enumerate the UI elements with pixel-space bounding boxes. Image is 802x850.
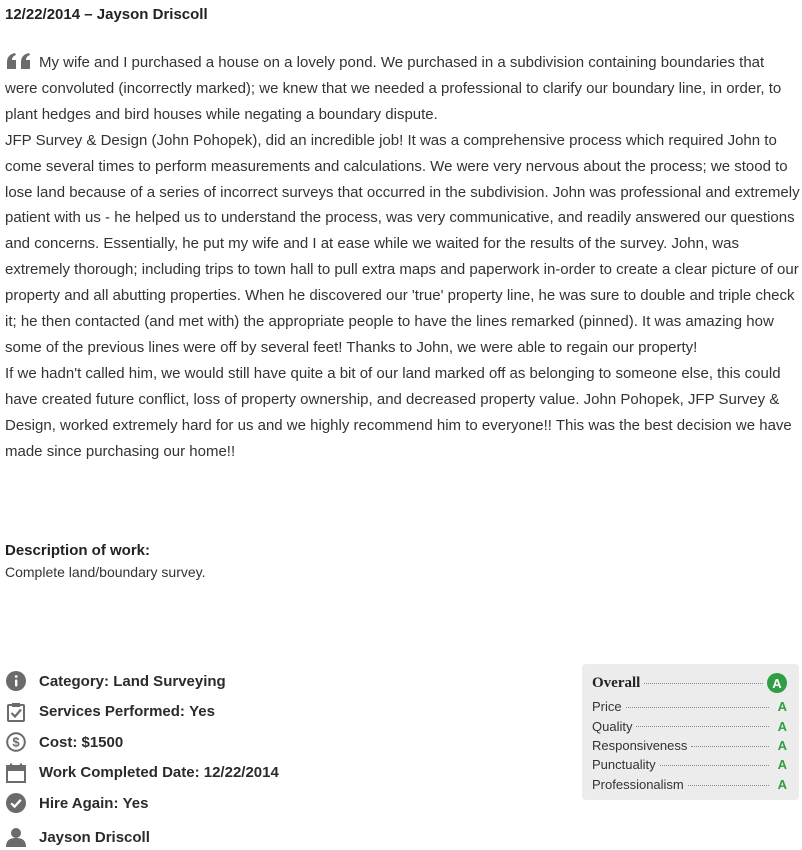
grade-value: A	[777, 737, 787, 753]
dotted-leader	[688, 775, 769, 786]
review-paragraph-1: My wife and I purchased a house on a lovely pond. We purchased in a subdivision containing boundaries that were convoluted (incorrectly marked); we knew that we needed a professional to clarify our boundary line, in order, to plant hedges and bird houses while negating a boundary dispute.	[5, 54, 782, 123]
cost-row	[5, 727, 279, 758]
reviewer-name: Jayson Driscoll	[39, 828, 150, 846]
reviewer-row	[5, 825, 150, 849]
review-date: 12/22/2014	[5, 6, 81, 23]
grade-row-professionalism	[592, 775, 787, 794]
overall-grade-badge: A	[767, 673, 787, 693]
grade-row-quality	[592, 716, 787, 735]
svg-text:$: $	[12, 734, 20, 750]
grade-label: Quality	[592, 718, 633, 734]
cost-label: Cost:	[39, 733, 78, 751]
info-icon	[5, 670, 27, 692]
grade-value: A	[777, 718, 787, 734]
description-label: Description of work:	[5, 542, 151, 559]
calendar-icon	[5, 762, 27, 784]
dotted-leader	[660, 755, 769, 766]
grade-value: A	[777, 776, 787, 792]
overall-label: Overall	[592, 674, 641, 691]
services-row	[5, 697, 279, 728]
grade-label: Responsiveness	[592, 737, 688, 753]
dotted-leader	[636, 716, 769, 727]
grade-row-price	[592, 697, 787, 716]
completed-row	[5, 758, 279, 789]
hire-again-value: Yes	[122, 794, 149, 812]
header-dash: –	[84, 6, 93, 23]
review-paragraph-3: If we hadn't called him, we would still have quite a bit of our land marked off as belonging to someone else, this could have created future conflict, loss of property ownership, and decreased property value. John Pohopek, JFP Survey & Design, worked extremely hard for us and we highly recommend him to everyone!! This was the best decision we have made since purchasing our home!!	[5, 364, 792, 460]
grade-label: Punctuality	[592, 757, 656, 773]
services-value: Yes	[189, 703, 215, 721]
quote-icon	[5, 53, 33, 69]
review-header	[5, 6, 208, 23]
user-icon	[5, 826, 27, 848]
completed-value: 12/22/2014	[203, 764, 279, 782]
dotted-leader	[644, 672, 763, 684]
hire-again-label: Hire Again:	[39, 794, 119, 812]
review-meta	[5, 666, 279, 819]
dollar-icon	[5, 731, 27, 753]
clipboard-check-icon	[5, 701, 27, 723]
review-author: Jayson Driscoll	[96, 6, 208, 23]
grade-row-responsiveness	[592, 736, 787, 755]
grade-label: Professionalism	[592, 776, 684, 792]
category-value: Land Surveying	[113, 672, 226, 690]
review-text	[5, 50, 800, 465]
description-value: Complete land/boundary survey.	[5, 564, 206, 580]
services-label: Services Performed:	[39, 703, 185, 721]
grade-label: Price	[592, 699, 622, 715]
overall-grade-row	[592, 672, 787, 694]
cost-value: $1500	[81, 733, 124, 751]
category-row	[5, 666, 279, 697]
grade-value: A	[777, 757, 787, 773]
review-paragraph	[5, 50, 800, 128]
grade-row-punctuality	[592, 755, 787, 774]
grades-panel	[582, 664, 799, 800]
completed-label: Work Completed Date:	[39, 764, 200, 782]
review-paragraph-2: JFP Survey & Design (John Pohopek), did an incredible job! It was a comprehensive process which required John to come several times to perform measurements and calculations. We were very nervous about the process; we stood to lose land because of a series of incorrect surveys that occurred in the subdivision. John was professional and extremely patient with us - he helped us to understand the process, was very communicative, and readily answered our questions and concerns. Essentially, he put my wife and I at ease while we waited for the results of the survey. John, was extremely thorough; including trips to town hall to pull extra maps and paperwork in-order to create a clear picture of our property and all abutting properties. When he discovered our 'true' property line, he was sure to double and triple check it; he then contacted (and met with) the appropriate people to have the lines remarked (pinned). It was amazing how some of the previous lines were off by several feet! Thanks to John, we were able to regain our property!	[5, 131, 800, 356]
hire-again-row	[5, 788, 279, 819]
dotted-leader	[626, 697, 769, 708]
grade-value: A	[777, 699, 787, 715]
dotted-leader	[691, 736, 769, 747]
check-circle-icon	[5, 792, 27, 814]
category-label: Category:	[39, 672, 110, 690]
